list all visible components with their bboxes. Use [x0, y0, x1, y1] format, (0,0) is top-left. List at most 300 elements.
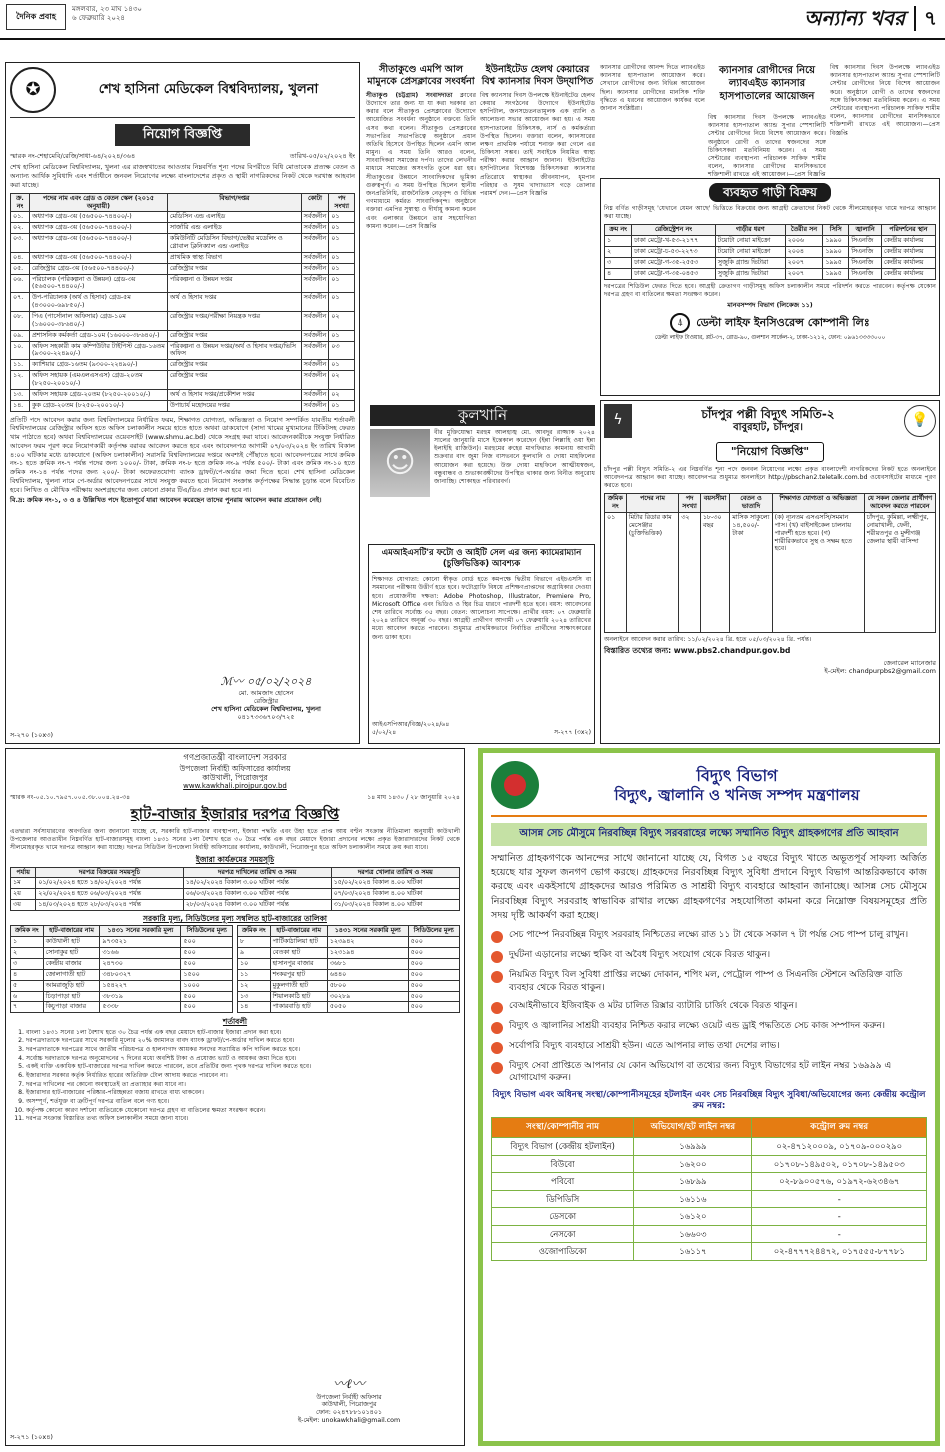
- table-cell: ৩০২৮৯: [327, 991, 408, 1002]
- table-row: [11, 263, 355, 274]
- table-header-cell: বিভাগ/দপ্তর: [167, 193, 301, 212]
- table-cell: জোলাগাতী হাট: [43, 969, 100, 980]
- table-cell: ০৭.: [11, 293, 30, 312]
- hotline-title: বিদ্যুৎ বিভাগ এবং অধিনস্থ সংস্থা/কোম্পানীসমূহের হটলাইন এবং সেচ নিরবচ্ছিন্ন বিদ্যুৎ সুবিধা/অভিযোগের জন্য কেন্দ্রীয় কন্ট্রোল রুম নম্বর:: [492, 1090, 926, 1111]
- table-cell: ০৩: [329, 341, 355, 360]
- office-website: www.kawkhali.pirojpur.gov.bd: [183, 782, 287, 791]
- table-header-cell: বয়সসীমা: [700, 494, 729, 513]
- table-cell: -: [752, 1225, 927, 1243]
- list-item-text: নিয়মিত বিদ্যুৎ বিল সুবিধা প্রাপ্তির লক্ষ্যে দোকান, শপিং মল, পেট্রোল পাম্প ও সিএনজি স্টেশনে অতিরিক্ত বাতি ব্যবহার থেকে বিরত থাকুন।: [509, 970, 903, 993]
- table-row: [238, 969, 460, 980]
- ad-code: স-২৭০ (১০x৩): [10, 730, 53, 739]
- table-cell: সর্বজনীন: [301, 389, 329, 400]
- table-cell: বিদ্যুৎ বিভাগ (কেন্দ্রীয় হটলাইন): [492, 1138, 634, 1156]
- table-cell: বিউবো: [492, 1155, 634, 1173]
- table-cell: ০৭/০৩/২০২৪ বিকাল ৪.০০ ঘটিকা: [331, 889, 459, 900]
- table-row: [238, 937, 460, 948]
- table-cell: পবিবো: [492, 1173, 634, 1191]
- table-cell: হাসানপুর বাজার: [270, 958, 327, 969]
- table-header-cell: পদের নাম: [626, 494, 679, 513]
- table-row: [605, 236, 936, 247]
- table-cell: ১৩: [238, 991, 271, 1002]
- table-cell: মাসিক সাকুল্যে ১৪,৫০০/- টাকা: [730, 513, 772, 633]
- haat-date: ১৪ মাঘ ১৪৩০ / ২৮ জানুয়ারি ২০২৪: [367, 794, 460, 802]
- term-item: 4. সর্বোচ্চ দরদাতাকে দরপত্র অনুমোদনের ৭ দিনের মধ্যে অবশিষ্ট টাকা ও প্রযোজ্য ভ্যাট ও আয়কর জমা দিতে হবে।: [26, 1055, 460, 1064]
- table-cell: ২০০৬: [785, 236, 823, 247]
- news-body-col2: বিশ্ব ক্যানসার দিবস উপলক্ষে ল্যাবএইড ক্যানসার হাসপাতাল অ্যান্ড সুপার স্পেশালিটি সেন্টার রোগীদের নিয়ে বিশেষ আয়োজন করে। অনুষ্ঠানে রোগী ও তাদের স্বজনদের সঙ্গে চিকিৎসকরা মতবিনিময় করেন। এ সময় সেন্টারের ব্যবস্থাপনা পরিচালক সাকিফ শামীম বলেন, ক্যানসার রোগীদের মানসিকভাবে শক্তিশালী রাখতে এই আয়োজন।—প্রেস বিজ্ঞপ্তি: [830, 64, 940, 137]
- table-cell: ৩২: [679, 513, 701, 633]
- table-cell: ১২৩১৯৪: [327, 948, 408, 959]
- table-cell: ১৪: [238, 1002, 271, 1013]
- table-row: [238, 948, 460, 959]
- table-header-cell: গাড়ীর ধরণ: [715, 225, 785, 236]
- table-cell: সর্বজনীন: [301, 341, 329, 360]
- table-cell: কমিউনিটি মেডিসিন বিভাগ/ভেক্টর মডেলিং ও গ্লোবাল ক্লিনিক্যাল এন্ড এলাইড: [167, 234, 301, 253]
- table-cell: ০১: [605, 513, 627, 633]
- kulkhani-title: কুলখানি: [370, 405, 595, 426]
- table-cell: ৫০০: [181, 948, 233, 959]
- table-cell: ১ম: [11, 878, 36, 889]
- table-cell: ০৪.: [11, 252, 30, 263]
- masthead-logo: দৈনিক প্রবাহ: [6, 4, 66, 30]
- table-header-cell: সিডিউলের মূল্য: [408, 926, 459, 937]
- haat-sig-title: উপজেলা নির্বাহী অফিসার: [316, 1393, 382, 1401]
- pbs-website: বিস্তারিত তথ্যের জন্য: www.pbs2.chandpur.gov.bd: [604, 646, 791, 656]
- shmu-recruitment-ad: [5, 62, 360, 744]
- table-cell: ২০০৭: [785, 268, 823, 279]
- header-date: [72, 5, 142, 23]
- schedule-table: [10, 867, 460, 911]
- cameraman-ref: আইএসপিআর/বিজ্ঞ/২০২৪/৬৪: [372, 721, 450, 729]
- table-row: [11, 958, 233, 969]
- table-cell: অধ্যাপক গ্রেড-৩য় (৫৬৫০০-৭৪৪০০/-): [29, 234, 167, 253]
- table-cell: টয়োটা নোয়া মাইক্রো: [715, 247, 785, 258]
- table-row: [11, 900, 460, 911]
- table-header-cell: ক্রমিক নং: [605, 494, 627, 513]
- table-cell: ওজোপাডিকো: [492, 1243, 634, 1261]
- table-cell: ০১: [329, 234, 355, 253]
- news-continuation: ক্যানসার রোগীদের আনন্দ দিতে ল্যাবএইড ক্যানসার হাসপাতাল আয়োজন করে। সেখানে রোগীদের জন্য বিভিন্ন আয়োজন ছিল। ক্যানসার রোগীদের মানসিক শক্তি বৃদ্ধিতে এ ধরনের আয়োজন কার্যকর বলে জানান সংশ্লিষ্টরা।: [600, 64, 705, 112]
- date-bangla: মঙ্গলবার, ২৩ মাঘ ১৪৩০: [72, 5, 142, 13]
- table-header-cell: দরপত্র বিক্রয়ের সময়সূচি: [36, 867, 183, 878]
- car-sale-ad: [600, 178, 940, 396]
- car-table: [604, 224, 936, 279]
- table-row: [11, 274, 355, 293]
- table-row: [492, 1173, 927, 1191]
- table-cell: পরিচালক (পরিকল্পনা ও উন্নয়ন) গ্রেড-৩য় (৫৬৫০০-৭৪৪০০/-): [29, 274, 167, 293]
- list-item-text: বিদ্যুৎ সেবা প্রাপ্তিতে আপনার যে কোন অভিযোগ বা তথ্যের জন্য বিদ্যুৎ বিভাগের হট লাইন নম্বর ১৬৯৯৯ এ যোগাযোগ করুন।: [509, 1060, 892, 1083]
- table-row: [605, 257, 936, 268]
- table-cell: ৫০০: [181, 958, 233, 969]
- table-cell: আমরাজুড়ি হাট: [43, 980, 100, 991]
- table-cell: ০৯.: [11, 330, 30, 341]
- car-dept: মানবসম্পদ বিভাগ (লিকেজ ১১): [727, 301, 813, 310]
- term-item: 7. দরপত্র দাখিলের পর কোনো অবস্থাতেই তা প্রত্যাহার করা যাবে না।: [26, 1081, 460, 1090]
- table-cell: পরিকল্পনা ও উন্নয়ন দপ্তর/অর্থ ও হিসাব দপ্তর/ভিসি অফিস: [167, 341, 301, 360]
- table-cell: সিএনজি: [849, 268, 882, 279]
- table-cell: ১০.: [11, 341, 30, 360]
- table-cell: ৩৪৮০৩২৭: [100, 969, 181, 980]
- hotline-table: [491, 1117, 927, 1260]
- table-cell: ডেসকো: [492, 1208, 634, 1226]
- table-cell: রেজিস্ট্রার দপ্তর/পরীক্ষা নিয়ন্ত্রক দপ্তর: [167, 311, 301, 330]
- table-cell: অর্থ ও হিসাব দপ্তর/প্রকৌশল দপ্তর: [167, 389, 301, 400]
- table-cell: ০২-৮৯০০৫৭৬, ০১৯৭২-৬২৩৪৬৭: [752, 1173, 927, 1191]
- table-cell: ১৬১১৬: [634, 1190, 752, 1208]
- haat-memo: স্মারক নং-০৫.১০.৭৯৫৭.০০৫.৩৮.০০৪.২৪-৩৪: [10, 794, 131, 802]
- table-cell: ৫০০: [408, 937, 459, 948]
- table-cell: ১৪/০৩/২০২৪ হতে ২৮/০৩/২০২৪ পর্যন্ত: [36, 900, 183, 911]
- table-cell: ১৯৯০: [823, 247, 849, 258]
- bullet-icon: [491, 971, 503, 983]
- list-item: [491, 1020, 927, 1034]
- table-header-cell: পদের নাম এবং গ্রেড ও বেতন স্কেল (২০১৫ অনুযায়ী): [29, 193, 167, 212]
- table-cell: ১: [605, 236, 632, 247]
- table-cell: অধ্যাপক গ্রেড-৩য় (৫৬৫০০-৭৪৪০০/-): [29, 252, 167, 263]
- table-cell: নেসকো: [492, 1225, 634, 1243]
- table-cell: রেজিস্ট্রার দপ্তর: [167, 360, 301, 371]
- table-cell: অফিস সহায়ক গ্রেড-২০তম (৮২৫০-২০০১০/-): [29, 389, 167, 400]
- table-cell: কুক গ্রেড-২০তম (৮২৫০-২০০১০/-): [29, 400, 167, 411]
- table-cell: শংকরপুর হাট: [270, 969, 327, 980]
- table-cell: ৩: [605, 257, 632, 268]
- table-cell: ঢাকা মেট্রো-গ-৩৫-০৪৫৩: [632, 268, 716, 279]
- table-cell: সর্বজনীন: [301, 274, 329, 293]
- table-cell: ০১৭০৮-১৪৯৫০২, ০১৭০৮-১৪৯৫০৩: [752, 1155, 927, 1173]
- table-cell: ০১.: [11, 212, 30, 223]
- table-cell: ৯৭৩৫২১: [100, 937, 181, 948]
- pbs-table: [604, 493, 936, 633]
- bullet-icon: [491, 951, 503, 963]
- term-item: 10. কর্তৃপক্ষ কোনো কারণ দর্শানো ব্যতিরেকে যেকোনো দরপত্র গ্রহণ বা বাতিলের ক্ষমতা সংরক্ষণ করেন।: [26, 1107, 460, 1116]
- list-item: [491, 1060, 927, 1084]
- table-cell: ৩: [11, 958, 44, 969]
- haat-intro: এতদ্বারা সর্বসাধারণের অবগতির জন্য জানানো যাচ্ছে যে, সরকারি হাট-বাজার ব্যবস্থাপনা, ইজারা পদ্ধতি এবং উহা হতে প্রাপ্ত আয় বণ্টন সংক্রান্ত নীতিমালা অনুযায়ী কাউখালী উপজেলার আওতাধীন নিম্নবর্ণিত হাট-বাজারসমূহ বাংলা ১৪৩১ সনের ১লা বৈশাখ হতে ৩০ চৈত্র পর্যন্ত এক বছর মেয়াদে ইজারা প্রদানের লক্ষ্যে প্রকৃত ইজারাদারদের নিকট থেকে সীলমোহরকৃত খামে দরপত্র আহ্বান করা যাচ্ছে। দরপত্র সিডিউল উপজেলা নির্বাহী অফিসারের কার্যালয়, কাউখালী, পিরোজপুর হতে অফিস চলাকালীন সময়ে ক্রয় করা যাবে।: [10, 827, 460, 851]
- table-cell: অফিস সহায়ক (এমএলএসএস) গ্রেড-২০তম (৮২৫০-২০০১০/-): [29, 371, 167, 390]
- table-header-cell: কন্ট্রোল রুম নম্বর: [752, 1118, 927, 1138]
- table-header-cell: তৈরীর সন: [785, 225, 823, 236]
- table-row: [238, 991, 460, 1002]
- table-cell: ৬: [11, 991, 44, 1002]
- table-cell: সর্বজনীন: [301, 234, 329, 253]
- table-header-cell: পরিদর্শনের স্থান: [881, 225, 935, 236]
- table-cell: কেন্দ্রীয় বাজার: [43, 958, 100, 969]
- table-cell: ৫০০: [408, 958, 459, 969]
- table-header-cell: সংস্থা/কোম্পানীর নাম: [492, 1118, 634, 1138]
- news-sitakunda: [366, 64, 476, 402]
- table-cell: ৫০০: [181, 991, 233, 1002]
- table-row: [11, 948, 233, 959]
- power-subtitle: আসন্ন সেচ মৌসুমে নিরবচ্ছিন্ন বিদ্যুৎ সরবরাহের লক্ষ্যে সম্মানিত বিদ্যুৎ গ্রাহকগণের প্রতি আহবান: [491, 823, 927, 846]
- table-cell: প্রাথমিক স্বাস্থ্য বিভাগ: [167, 252, 301, 263]
- table-header-cell: কোটা: [301, 193, 329, 212]
- table-cell: ১০০০: [181, 980, 233, 991]
- list-item: [491, 969, 927, 993]
- term-item: 2. দরপত্রদাতাকে দরপত্রের সাথে সরকারি মূল্যের ২০% জামানত বাবদ ব্যাংক ড্রাফট/পে-অর্ডার দাখিল করতে হবে।: [26, 1037, 460, 1046]
- table-cell: মুকুলগাতী হাট: [270, 980, 327, 991]
- table-cell: (ক) ন্যূনতম এসএসসি/সমমান পাস। (খ) বাইসাইকেল চালনায় পারদর্শী হতে হবে। (গ) শারীরিকভাবে সুস্থ ও সক্ষম হতে হবে।: [772, 513, 864, 633]
- table-cell: ৫০০: [408, 991, 459, 1002]
- table-cell: ০৮.: [11, 311, 30, 330]
- table-cell: সুজুকি গ্র্যান্ড ভিটারা: [715, 257, 785, 268]
- table-row: [11, 293, 355, 312]
- news-body: বিশ্ব ক্যানসার দিবস উপলক্ষে ল্যাবএইড ক্যানসার হাসপাতাল অ্যান্ড সুপার স্পেশালিটি সেন্টার রোগীদের নিয়ে বিশেষ আয়োজন করে। অনুষ্ঠানে রোগী ও তাদের স্বজনদের সঙ্গে চিকিৎসকরা মতবিনিময় করেন। এ সময় সেন্টারের ব্যবস্থাপনা পরিচালক সাকিফ শামীম বলেন, ক্যানসার রোগীদের মানসিকভাবে শক্তিশালী রাখতে এই আয়োজন।—প্রেস বিজ্ঞপ্তি: [708, 114, 826, 179]
- table-cell: ১: [11, 937, 44, 948]
- table-cell: টয়োটা নোয়া মাইক্রো: [715, 236, 785, 247]
- table-cell: ৫০৫০: [327, 1002, 408, 1013]
- kulkhani-body: বীর মুক্তিযোদ্ধা মরহুম আলহাজ্ব মো. আবদুর রাজ্জাক ২০২৪ সালের জানুয়ারি মাসে ইন্তেকাল করেছেন (ইন্না লিল্লাহি ওয়া ইন্না ইলাইহি রাজিউন)। মরহুমের রুহের মাগফিরাত কামনায় আগামী শুক্রবার বাদ জুমা নিজ বাসভবনে কুলখানি ও দোয়া মাহফিলের আয়োজন করা হয়েছে। উক্ত দোয়া মাহফিলে আত্মীয়স্বজন, বন্ধুবান্ধব ও শুভাকাঙ্ক্ষীদের উপস্থিত থাকার জন্য বিনীত অনুরোধ জানাচ্ছি। শোকাহত পরিবারবর্গ।: [434, 428, 595, 485]
- table-cell: উপাচার্য মহোদয়ের দপ্তর: [167, 400, 301, 411]
- vacancy-table: [10, 193, 355, 412]
- table-cell: মেডিসিন এন্ড এলাইড: [167, 212, 301, 223]
- bulb-icon: 💡: [904, 405, 936, 437]
- table-header-cell: ১৪৩১ সনের সরকারি মূল্য: [100, 926, 181, 937]
- table-cell: ০২: [329, 311, 355, 330]
- news-headline: ইউনাইটেড হেলথ কেয়ারের বিশ্ব ক্যানসার দিবস উদ্‌যাপিত: [481, 64, 594, 87]
- table-row: [492, 1190, 927, 1208]
- gov-name: গণপ্রজাতন্ত্রী বাংলাদেশ সরকার: [183, 753, 287, 763]
- table-cell: সিএনজি: [849, 236, 882, 247]
- table-cell: ১৪.: [11, 400, 30, 411]
- bangladesh-govt-logo-icon: [491, 761, 539, 809]
- table-cell: ০২-৪৭৭৭২৪৪৭২, ০১৭৫৫৫-৮৭৭৮১: [752, 1243, 927, 1261]
- table-cell: শিয়ালকাঠি হাট: [270, 991, 327, 1002]
- table-cell: অফিস সহকারী কাম কম্পিউটার টাইপিস্ট গ্রেড-১৬তম (৯৩০০-২২৪৯০/-): [29, 341, 167, 360]
- table-cell: চিড়াপাড়া হাট: [43, 991, 100, 1002]
- table-cell: সর্বজনীন: [301, 293, 329, 312]
- table-cell: ১৯৯৫: [823, 268, 849, 279]
- date-english: ৬ ফেব্রুয়ারি ২০২৪: [72, 14, 125, 23]
- table-cell: সর্বজনীন: [301, 263, 329, 274]
- table-cell: ০১: [329, 223, 355, 234]
- news-united-health: [480, 64, 595, 402]
- table-cell: ০১: [329, 330, 355, 341]
- table-cell: ১৪/০২/২০২৪ বিকাল ৩.০০ ঘটিকা পর্যন্ত: [183, 878, 331, 889]
- list-item-text: দুর্ঘটনা এড়ানোর লক্ষ্যে হুকিং বা অবৈধ বিদ্যুৎ সংযোগ থেকে বিরত থাকুন।: [509, 950, 771, 961]
- table-cell: ২য়: [11, 889, 36, 900]
- table-cell: সর্বজনীন: [301, 252, 329, 263]
- table-cell: ৩৬৮১: [327, 958, 408, 969]
- table-row: [492, 1208, 927, 1226]
- table-cell: ০৩.: [11, 234, 30, 253]
- table-row: [11, 212, 355, 223]
- table-cell: ০১: [329, 400, 355, 411]
- table-cell: সোনাকুর হাট: [43, 948, 100, 959]
- table-cell: ৭: [11, 1002, 44, 1013]
- table-cell: সুজুকি গ্র্যান্ড ভিটারা: [715, 268, 785, 279]
- table-cell: পিএ (পার্সোনাল অফিসার) গ্রেড-১০ম (১৬০০০-৩৮৬৪০/-): [29, 311, 167, 330]
- list-item: [491, 949, 927, 963]
- table-header-cell: ক্রমিক নং: [238, 926, 271, 937]
- table-cell: সর্বজনীন: [301, 212, 329, 223]
- table-row: [605, 247, 936, 258]
- table-row: [605, 268, 936, 279]
- ad-note: বি.দ্র: ক্রমিক নং-১, ৩ ও ৪ উল্লিখিত পদে ইতোপূর্বে যারা আবেদন করেছেন তাদের পুনরায় আবেদন করার প্রয়োজন নেই।: [10, 496, 322, 505]
- table-cell: ৬৪৪০: [327, 969, 408, 980]
- table-cell: অর্থ ও হিসাব দপ্তর: [167, 293, 301, 312]
- haat-signature: [274, 1377, 424, 1425]
- table-cell: কেন্দ্রীয় কার্যালয়: [881, 236, 935, 247]
- page-header: [0, 0, 945, 40]
- signatory-title: রেজিস্ট্রার: [253, 696, 279, 705]
- table-cell: ৩১/০৩/২০২৪ বিকাল ৪.০০ ঘটিকা: [331, 900, 459, 911]
- news-body: বিশ্ব ক্যানসার দিবস উপলক্ষে ইউনাইটেড হেলথ কেয়ার সংগঠনের উদ্যোগে ইউনাইটেড হসপিটাল, জনসচেতনতামূলক এক ব়্যালি ও আলোচনা সভার আয়োজন করা হয়। এ সময় হাসপাতালের চিকিৎসক, নার্স ও কর্মকর্তারা উপস্থিত ছিলেন। বক্তারা বলেন, ক্যানসারের লক্ষণ প্রাথমিক পর্যায়ে শনাক্ত করা গেলে এর চিকিৎসা সম্ভব। তাই সবাইকে নিয়মিত স্বাস্থ্য পরীক্ষা করার আহ্বান জানান। ইউনাইটেড হসপিটালের বিশেষজ্ঞ চিকিৎসকরা ক্যানসার প্রতিরোধে স্বাস্থ্যকর জীবনযাপন, ধূমপান পরিহার ও সুষম খাদ্যাভ্যাস গড়ে তোলার পরামর্শ দেন।—প্রেস বিজ্ঞপ্তি: [480, 91, 595, 197]
- table-header-cell: হাট-বাজারের নাম: [270, 926, 327, 937]
- table-cell: সর্বজনীন: [301, 330, 329, 341]
- news-body: ক্লাবের উদ্যোগে তার জন্য যা যা করা দরকার তা করার বলে সীতাকুণ্ড প্রেসক্লাবের উদ্যোগে আয়োজিত সংবর্ধনা অনুষ্ঠানে বক্তব্যে তিনি এসব কথা বলেন। সীতাকুণ্ড প্রেসক্লাবের সভাপতির সভাপতিত্বে অনুষ্ঠানে প্রধান অতিথি হিসেবে উপস্থিত ছিলেন এমপি আল মামুন। এ সময় তিনি আরও বলেন, সাংবাদিকরা সমাজের দর্পণ। তাদের লেখনীর মাধ্যমে সমাজের অসংগতি তুলে ধরা হয়। সীতাকুণ্ডের উন্নয়নে সাংবাদিকদের ভূমিকা গুরুত্বপূর্ণ। এ সময় উপস্থিত ছিলেন স্থানীয় জনপ্রতিনিধি, রাজনৈতিক নেতৃবৃন্দ ও বিভিন্ন গণমাধ্যমে কর্মরত সাংবাদিকবৃন্দ। অনুষ্ঠানে বক্তারা এমপির সুস্বাস্থ্য ও দীর্ঘায়ু কামনা করেন এবং এলাকার উন্নয়নে তার সহযোগিতা কামনা করেন।—প্রেস বিজ্ঞপ্তি: [366, 91, 476, 230]
- table-cell: ১২: [238, 980, 271, 991]
- table-cell: ১৫৪২২৭: [100, 980, 181, 991]
- table-cell: ১০: [238, 958, 271, 969]
- power-intro: সম্মানিত গ্রাহকগণকে আনন্দের সাথে জানানো যাচ্ছে যে, বিগত ১৫ বছরে বিদ্যুৎ খাতে অভূতপূর্ব সাফল্য অর্জিত হয়েছে যার সুফল জনগণ ভোগ করছে। গ্রাহকদের নিরবচ্ছিন্ন বিদ্যুৎ সুবিধা প্রদানে বিদ্যুৎ বিভাগ আন্তরিকভাবে কাজ করছে এবং একইসাথে গ্রাহকদের আরও পরিমিত ও সাশ্রয়ী বিদ্যুৎ ব্যবহারে আহবান জানাচ্ছে। আসন্ন সেচ মৌসুমে নিরবচ্ছিন্ন বিদ্যুৎ সরবরাহ স্বাভাবিক রাখার লক্ষ্যে গ্রাহকগণের সহযোগিতা কামনা করে নিম্নোক্ত বিষয়সমূহের প্রতি সদয় দৃষ্টি আকর্ষণ করা হচ্ছে।: [491, 852, 927, 922]
- table-row: [492, 1225, 927, 1243]
- table-cell: ০১: [329, 263, 355, 274]
- table-row: [238, 958, 460, 969]
- table-row: [11, 360, 355, 371]
- table-row: [11, 889, 460, 900]
- section-title: অন্যান্য খবর: [804, 6, 905, 30]
- cameraman-code: স-২৭৭ (৩x২): [554, 729, 591, 736]
- table-cell: সর্বজনীন: [301, 400, 329, 411]
- price-table-right: [237, 925, 460, 1013]
- car-sale-intro: নিম্ন বর্ণিত গাড়ীসমূহ 'যেখানে যেমন আছে' ভিত্তিতে বিক্রয়ের জন্য আগ্রহী ক্রেতাদের নিকট থেকে সীলমোহরকৃত খামে দরপত্র আহ্বান করা যাচ্ছে।: [604, 205, 936, 221]
- table-cell: উপ-পরিচালক (অর্থ ও হিসাব) গ্রেড-৫ম (৪৩০০০-৬৯৮৫০/-): [29, 293, 167, 312]
- table-cell: ০৬.: [11, 274, 30, 293]
- memo-date: তারিখ-০৫/০২/২০২৪ ইং: [289, 152, 355, 161]
- table-cell: ১৬১২০: [634, 1208, 752, 1226]
- pbs-intro: চাঁদপুর পল্লী বিদ্যুৎ সমিতি-২ এর নিম্নবর্ণিত শূন্য পদে জনবল নিয়োগের লক্ষ্যে প্রকৃত বাংলাদেশী নাগরিকদের নিকট হতে অনলাইনে আবেদনপত্র আহ্বান করা যাচ্ছে। আবেদনপত্র শুধুমাত্র অনলাইনে http://pbschan2.teletalk.com.bd ওয়েবসাইটের মাধ্যমে পূরণ করতে হবে।: [604, 465, 936, 490]
- pbs-recruitment-ad: [600, 400, 940, 744]
- table-cell: -: [752, 1190, 927, 1208]
- table-cell: ২৮/০৩/২০২৪ বিকাল ৩.০০ ঘটিকা পর্যন্ত: [183, 900, 331, 911]
- table-cell: রেজিস্ট্রার দপ্তর: [167, 371, 301, 390]
- company-address: ডেল্টা লাইফ টাওয়ার, প্লট-৩৭, রোড-৯০, গুলশান সার্কেল-২, ঢাকা-১২১২, ফোন: ০৯৬১৩৩৩৩০০০: [654, 335, 886, 342]
- table-cell: ০২: [329, 371, 355, 390]
- table-header-cell: দরপত্র দাখিলের তারিখ ও সময়: [183, 867, 331, 878]
- table-cell: ০৬/০৩/২০২৪ বিকাল ৩.০০ ঘটিকা পর্যন্ত: [183, 889, 331, 900]
- table-cell: ১১.: [11, 360, 30, 371]
- table-cell: ১৬২০০: [634, 1155, 752, 1173]
- table-cell: -: [752, 1208, 927, 1226]
- table-header-cell: ক্রমিক নং: [11, 926, 44, 937]
- table-cell: ৯: [238, 948, 271, 959]
- list-item-text: সেচ পাম্পে নিরবচ্ছিন্ন বিদ্যুৎ সরবরাহ নিশ্চিতের লক্ষ্যে রাত ১১ টা থেকে সকাল ৭ টা পর্যন্ত সেচ পাম্প চালু রাখুন।: [509, 930, 909, 941]
- table-cell: ৩৮৩১৯: [100, 991, 181, 1002]
- table-row: [11, 330, 355, 341]
- rural-power-logo-icon: ϟ: [604, 404, 632, 438]
- cameraman-body: শিক্ষাগত যোগ্যতা: কোনো স্বীকৃত বোর্ড হতে কমপক্ষে দ্বিতীয় বিভাগে এইচএসসি বা সমমানের পরীক্ষায় উত্তীর্ণ হতে হবে। ফটোগ্রাফি বিষয়ে প্রশিক্ষণপ্রাপ্তদের অগ্রাধিকার দেওয়া হবে। প্রয়োজনীয় দক্ষতা: Adobe Photoshop, Illustrator, Premiere Pro, Microsoft Office এবং ভিডিও ও স্থির চিত্র ধারণে পারদর্শী হতে হবে। বয়স: আবেদনের শেষ তারিখে সর্বোচ্চ ৩৫ বছর। বেতন: আলোচনা সাপেক্ষে। প্রার্থীর বয়স: ০৭ ফেব্রুয়ারি ২০২৪ তারিখে অনূর্ধ্ব ৩০ বছর। আগ্রহী প্রার্থীগণ আগামী ০৭ ফেব্রুয়ারি ২০২৪ তারিখের মধ্যে আবেদন করতে পারবেন। শুধুমাত্র প্রাথমিকভাবে নির্বাচিত প্রার্থীদের সাক্ষাৎকারের জন্য ডাকা হবে।: [372, 576, 591, 641]
- table-cell: ১৬৬০৩: [634, 1225, 752, 1243]
- table-cell: সিএনজি: [849, 247, 882, 258]
- cameraman-ad: [368, 544, 595, 744]
- haat-bazar-tender-ad: [5, 748, 465, 1446]
- table-cell: ২: [11, 948, 44, 959]
- list-item-text: বিদ্যুৎ ও জ্বালানির সাশ্রয়ী ব্যবহার নিশ্চিত করার লক্ষ্যে ওয়েট এন্ড ড্রাই পদ্ধতিতে সেচ কাজ সম্পাদন করুন।: [509, 1020, 885, 1031]
- table-cell: বেতকা হাট: [270, 948, 327, 959]
- haat-sig-place: কাউখালী, পিরোজপুর: [321, 1401, 377, 1409]
- table-row: [11, 980, 233, 991]
- table-cell: ৫০০: [408, 948, 459, 959]
- table-cell: ১৬৯৯৯: [634, 1138, 752, 1156]
- delta-logo-icon: ⍋: [670, 313, 690, 333]
- table-cell: ১২৩৯৪২: [327, 937, 408, 948]
- table-header-cell: ক্র. নং: [11, 193, 30, 212]
- price-table-left: [10, 925, 233, 1013]
- news-headline: সীতাকুণ্ডে এমপি আল মামুনকে প্রেসক্লাবের সংবর্ধনা: [367, 64, 475, 87]
- list-item-text: বেআইনীভাবে ইজিবাইক ও মটর চালিত রিক্সার ব্যাটারি চার্জিং থেকে বিরত থাকুন।: [509, 1000, 798, 1011]
- table-cell: ২৪৭৩০: [100, 958, 181, 969]
- table-cell: ২২/০২/২০২৪ হতে ০৬/০৩/২০২৪ পর্যন্ত: [36, 889, 183, 900]
- table-cell: ৫: [11, 980, 44, 991]
- table-cell: কেন্দ্রীয় কার্যালয়: [881, 257, 935, 268]
- table-cell: পরিকল্পনা ও উন্নয়ন দপ্তর: [167, 274, 301, 293]
- table-cell: ৫০০: [408, 980, 459, 991]
- memo-number: স্মারক নং-শেহামেবি/রেজি/সাধা-৬৪/২০২৪/৩৬৪: [10, 152, 136, 161]
- table-cell: কেন্দ্রীয় কার্যালয়: [881, 268, 935, 279]
- table-cell: ৪: [11, 969, 44, 980]
- table-row: [238, 980, 460, 991]
- table-cell: সিএনজি: [849, 257, 882, 268]
- list-item: [491, 929, 927, 943]
- pbs-banner: "নিয়োগ বিজ্ঞপ্তি": [716, 442, 824, 462]
- table-cell: সর্বজনীন: [301, 223, 329, 234]
- table-cell: ১৮-৩০ বছর: [700, 513, 729, 633]
- table-row: [11, 991, 233, 1002]
- table-cell: রেজিস্ট্রার দপ্তর: [167, 263, 301, 274]
- power-division-ad: [478, 748, 940, 1446]
- table-header-cell: অভিযোগ/হট লাইন নম্বর: [634, 1118, 752, 1138]
- bullet-icon: [491, 1042, 503, 1054]
- table-row: [11, 1002, 233, 1013]
- table-header-cell: দরপত্র খোলার তারিখ ও সময়: [331, 867, 459, 878]
- table-row: [492, 1138, 927, 1156]
- table-cell: রেজিস্ট্রার দপ্তর: [167, 330, 301, 341]
- cameraman-title: এমআইএসটি'র ফটো ও আইটি সেল এর জন্য ক্যামেরাম্যান (চুক্তিভিত্তিক) আবশ্যক: [372, 548, 591, 573]
- table-cell: ১৯৯৫: [823, 257, 849, 268]
- haat-sig-email: ই-মেইল: unokawkhali@gmail.com: [297, 1417, 401, 1425]
- table-cell: ০২-৪৭১২০০০৯, ০১৭০৯-০০০২৯০: [752, 1138, 927, 1156]
- table-cell: ১৬৮৯৯: [634, 1173, 752, 1191]
- pbs-signatory: জেনারেল ম্যানেজার: [883, 658, 936, 667]
- table-cell: ২০০৪: [785, 247, 823, 258]
- table-cell: চাঁদপুর, কুমিল্লা, লক্ষ্মীপুর, নোয়াখালী, ফেনী, শরীয়তপুর ও মুন্সীগঞ্জ জেলার স্থায়ী বাসিন্দা: [864, 513, 935, 633]
- table-cell: মিটার রিডার কাম মেসেঞ্জার (চুক্তিভিত্তিক): [626, 513, 679, 633]
- table-row: [11, 311, 355, 330]
- cameraman-date: ৫/০২/২৪: [372, 729, 397, 736]
- table-cell: কেন্দ্রীয় কার্যালয়: [881, 247, 935, 258]
- table-cell: ০১: [329, 293, 355, 312]
- power-ministry: বিদ্যুৎ, জ্বালানি ও খনিজ সম্পদ মন্ত্রণালয়: [614, 785, 860, 804]
- table-cell: ০১: [329, 212, 355, 223]
- term-item: 3. দরপত্রদাতাকে দরপত্রের সাথে জাতীয় পরিচয়পত্র ও হালনাগাদ আয়কর সনদের সত্যায়িত কপি দাখিল করতে হবে।: [26, 1046, 460, 1055]
- ad-intro: শেখ হাসিনা মেডিকেল বিশ্ববিদ্যালয়, খুলনা এর রাজস্বখাতের আওতায় নিম্নবর্ণিত শূন্য পদের বিপরীতে বিধি মোতাবেক প্রত্যক্ষ বেতন ও অন্যান্য আর্থিক সুবিধাদি এবং শর্তাধীনে জনবল নিয়োগের লক্ষ্যে বাংলাদেশের প্রকৃত ও স্থায়ী নাগরিকদের নিকট থেকে দরখাস্ত আহবান করা যাচ্ছে।: [10, 163, 355, 189]
- table-row: [11, 234, 355, 253]
- table-cell: ১৫/০২/২০২৪ বিকাল ৪.০০ ঘটিকা: [331, 878, 459, 889]
- term-item: 1. বাংলা ১৪৩১ সনের ১লা বৈশাখ হতে ৩০ চৈত্র পর্যন্ত এক বছর মেয়াদে হাট-বাজার ইজারা প্রদান করা হবে।: [26, 1029, 460, 1038]
- table-row: [492, 1155, 927, 1173]
- news-headline: ক্যানসার রোগীদের নিয়ে ল্যাবএইড ক্যানসার হাসপাতালের আয়োজন: [718, 65, 816, 102]
- table-row: [11, 969, 233, 980]
- table-header-cell: পদ সংখ্যা: [329, 193, 355, 212]
- table-cell: ৫০০: [408, 1002, 459, 1013]
- office-name: উপজেলা নির্বাহী অফিসারের কার্যালয়: [179, 763, 291, 773]
- portrait-photo: ☺: [370, 429, 430, 497]
- table-cell: অধ্যাপক গ্রেড-৩য় (৫৬৫০০-৭৪৪০০/-): [29, 223, 167, 234]
- bullet-icon: [491, 1002, 503, 1014]
- table-cell: সর্বজনীন: [301, 311, 329, 330]
- table-cell: ৫৩৩৮: [100, 1002, 181, 1013]
- table-row: [492, 1243, 927, 1261]
